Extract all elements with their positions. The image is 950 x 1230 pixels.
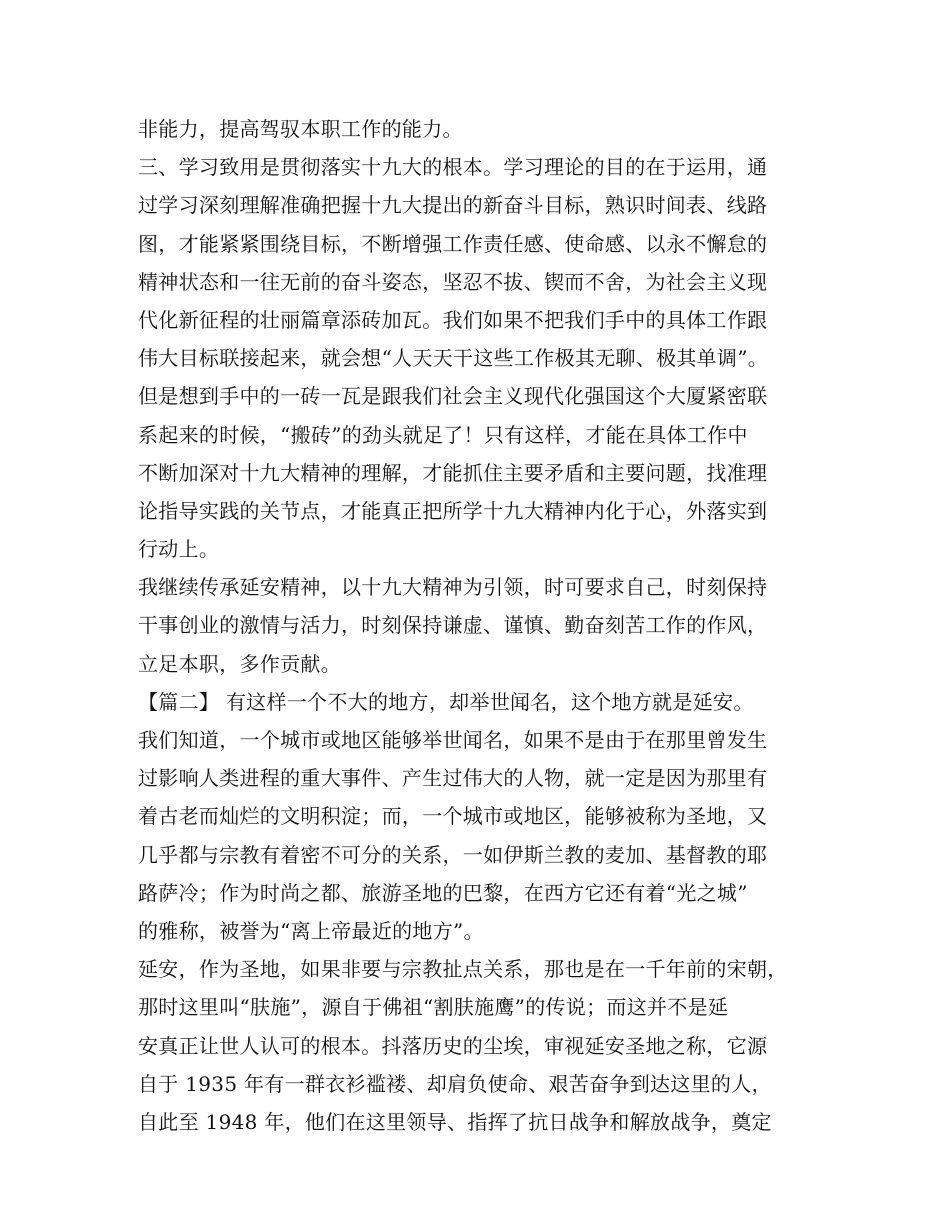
text-line: 行动上。 bbox=[138, 537, 220, 562]
text-line: 过学习深刻理解准确把握十九大提出的新奋斗目标，熟识时间表、线路 bbox=[138, 193, 768, 218]
section-heading-line: 【篇二】 有这样一个不大的地方，却举世闻名，这个地方就是延安。 bbox=[138, 689, 754, 714]
text-line: 系起来的时候，“搬砖”的劲头就足了！只有这样，才能在具体工作中 bbox=[138, 422, 748, 447]
text-line: 几乎都与宗教有着密不可分的关系，一如伊斯兰教的麦加、基督教的耶 bbox=[138, 842, 768, 867]
text-line: 自于 1935 年有一群衣衫褴褛、却肩负使命、艰苦奋争到达这里的人， bbox=[138, 1071, 772, 1096]
text-line: 自此至 1948 年，他们在这里领导、指挥了抗日战争和解放战争，奠定 bbox=[138, 1109, 772, 1134]
text-line: 延安，作为圣地，如果非要与宗教扯点关系，那也是在一千年前的宋朝， bbox=[138, 957, 788, 982]
text-line: 立足本职，多作贡献。 bbox=[138, 651, 341, 676]
text-line: 安真正让世人认可的根本。抖落历史的尘埃，审视延安圣地之称，它源 bbox=[138, 1033, 768, 1058]
text-line: 伟大目标联接起来，就会想“人天天干这些工作极其无聊、极其单调”。 bbox=[138, 346, 769, 371]
text-line: 精神状态和一往无前的奋斗姿态，坚忍不拔、锲而不舍，为社会主义现 bbox=[138, 269, 768, 294]
text-line: 的雅称，被誉为“离上帝最近的地方”。 bbox=[138, 918, 484, 943]
text-line: 路萨冷；作为时尚之都、旅游圣地的巴黎，在西方它还有着“光之城” bbox=[138, 880, 748, 905]
text-line: 干事创业的激情与活力，时刻保持谦虚、谨慎、勤奋刻苦工作的作风， bbox=[138, 613, 768, 638]
text-line: 我们知道，一个城市或地区能够举世闻名，如果不是由于在那里曾发生 bbox=[138, 728, 768, 752]
text-line: 但是想到手中的一砖一瓦是跟我们社会主义现代化强国这个大厦紧密联 bbox=[138, 384, 768, 409]
text-line: 三、学习致用是贯彻落实十九大的根本。学习理论的目的在于运用，通 bbox=[138, 155, 768, 180]
text-line: 着古老而灿烂的文明积淀；而，一个城市或地区，能够被称为圣地，又 bbox=[138, 804, 768, 829]
text-line: 非能力，提高驾驭本职工作的能力。 bbox=[138, 117, 463, 141]
text-line: 过影响人类进程的重大事件、产生过伟大的人物，就一定是因为那里有 bbox=[138, 766, 768, 791]
text-line: 论指导实践的关节点，才能真正把所学十九大精神内化于心，外落实到 bbox=[138, 498, 768, 523]
text-line: 我继续传承延安精神，以十九大精神为引领，时可要求自己，时刻保持 bbox=[138, 575, 768, 600]
text-line: 图，才能紧紧围绕目标，不断增强工作责任感、使命感、以永不懈怠的 bbox=[138, 231, 768, 256]
body-text bbox=[138, 110, 838, 1141]
text-line: 代化新征程的壮丽篇章添砖加瓦。我们如果不把我们手中的具体工作跟 bbox=[138, 307, 768, 332]
text-line: 那时这里叫“肤施”，源自于佛祖“割肤施鹰”的传说；而这并不是延 bbox=[138, 995, 729, 1020]
text-line: 不断加深对十九大精神的理解，才能抓住主要矛盾和主要问题，找准理 bbox=[138, 460, 768, 485]
